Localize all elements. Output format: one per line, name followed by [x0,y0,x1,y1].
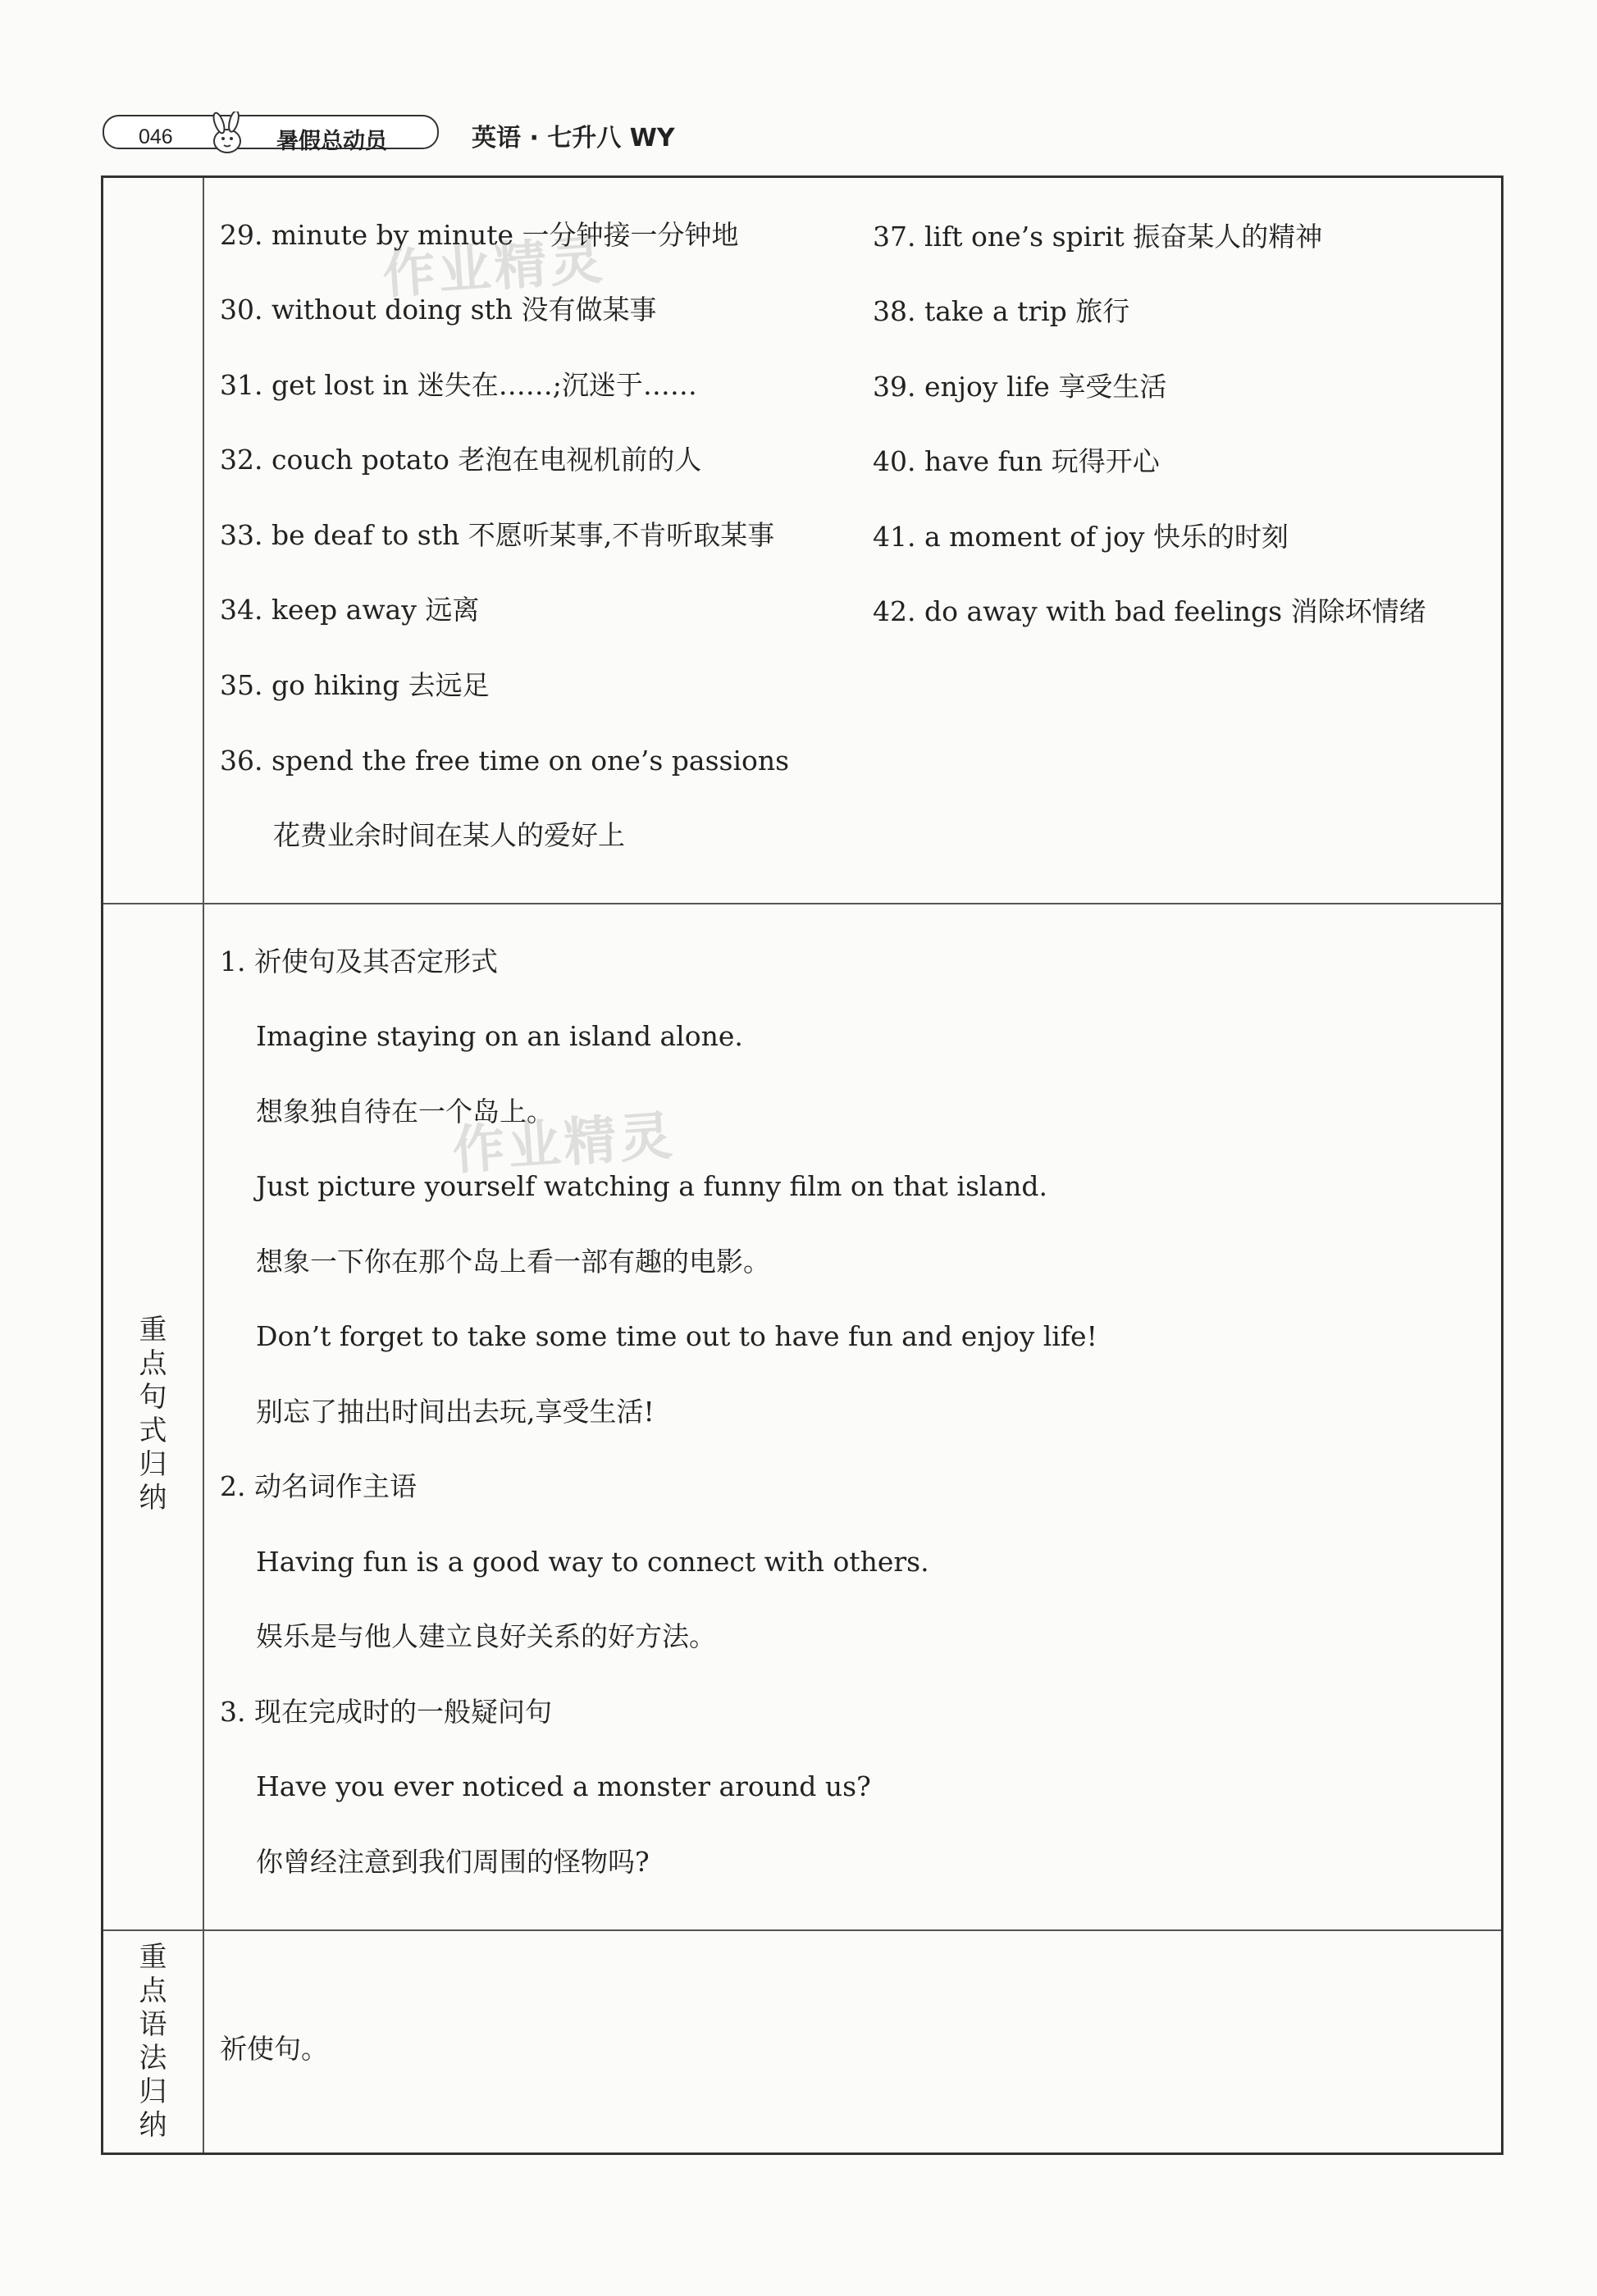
book-title: 暑假总动员 [276,129,387,154]
page-number: 046 [139,125,173,148]
sentence-example: Imagine staying on an island alone. [256,1020,743,1052]
watermark-text: 作业精灵 [381,230,608,307]
phrase-40: 40. have fun 玩得开心 [873,445,1160,477]
sentence-translation: 娱乐是与他人建立良好关系的好方法。 [256,1620,716,1652]
grammar-section-label: 重 点 语 法 归 纳 [139,1941,167,2142]
sentence-example: Don’t forget to take some time out to have fun and enjoy life! [256,1320,1097,1352]
phrase-31: 31. get lost in 迷失在……;沉迷于…… [220,369,697,401]
phrase-37: 37. lift one’s spirit 振奋某人的精神 [873,221,1323,253]
grammar-content: 祈使句。 [220,2033,328,2065]
phrase-36-translation: 花费业余时间在某人的爱好上 [273,819,625,851]
row-divider-2 [103,1929,1501,1931]
phrase-29: 29. minute by minute 一分钟接一分钟地 [220,219,739,251]
watermark-text: 作业精灵 [450,1105,678,1182]
phrase-38: 38. take a trip 旅行 [873,295,1130,327]
sentence-example: Just picture yourself watching a funny film on that island. [256,1170,1047,1202]
phrase-41: 41. a moment of joy 快乐的时刻 [873,521,1289,553]
phrase-33: 33. be deaf to sth 不愿听某事,不肯听取某事 [220,519,775,551]
column-divider [203,178,204,2152]
sentence-translation: 你曾经注意到我们周围的怪物吗? [256,1846,650,1878]
phrase-34: 34. keep away 远离 [220,594,480,626]
phrase-39: 39. enjoy life 享受生活 [873,371,1167,403]
subject-label: 英语 · 七升八 WY [472,124,675,153]
summary-table [101,175,1503,2155]
sentence-heading-1: 1. 祈使句及其否定形式 [220,945,498,977]
sentence-translation: 想象独自待在一个岛上。 [256,1096,554,1128]
sentence-heading-3: 3. 现在完成时的一般疑问句 [220,1696,552,1728]
row-divider-1 [103,903,1501,904]
sentence-example: Having fun is a good way to connect with others. [256,1546,929,1578]
sentences-section-label: 重 点 句 式 归 纳 [139,1314,167,1515]
phrase-36: 36. spend the free time on one’s passions [220,745,790,777]
phrase-30: 30. without doing sth 没有做某事 [220,294,657,326]
mascot-icon [201,112,252,157]
header-pill [103,115,439,154]
sentence-example: Have you ever noticed a monster around us? [256,1770,871,1802]
phrase-42: 42. do away with bad feelings 消除坏情绪 [873,595,1426,627]
sentence-translation: 别忘了抽出时间出去玩,享受生活! [256,1396,655,1428]
page-header [103,112,923,153]
sentence-heading-2: 2. 动名词作主语 [220,1470,417,1502]
phrase-32: 32. couch potato 老泡在电视机前的人 [220,444,702,476]
phrase-35: 35. go hiking 去远足 [220,669,490,701]
sentence-translation: 想象一下你在那个岛上看一部有趣的电影。 [256,1246,770,1278]
